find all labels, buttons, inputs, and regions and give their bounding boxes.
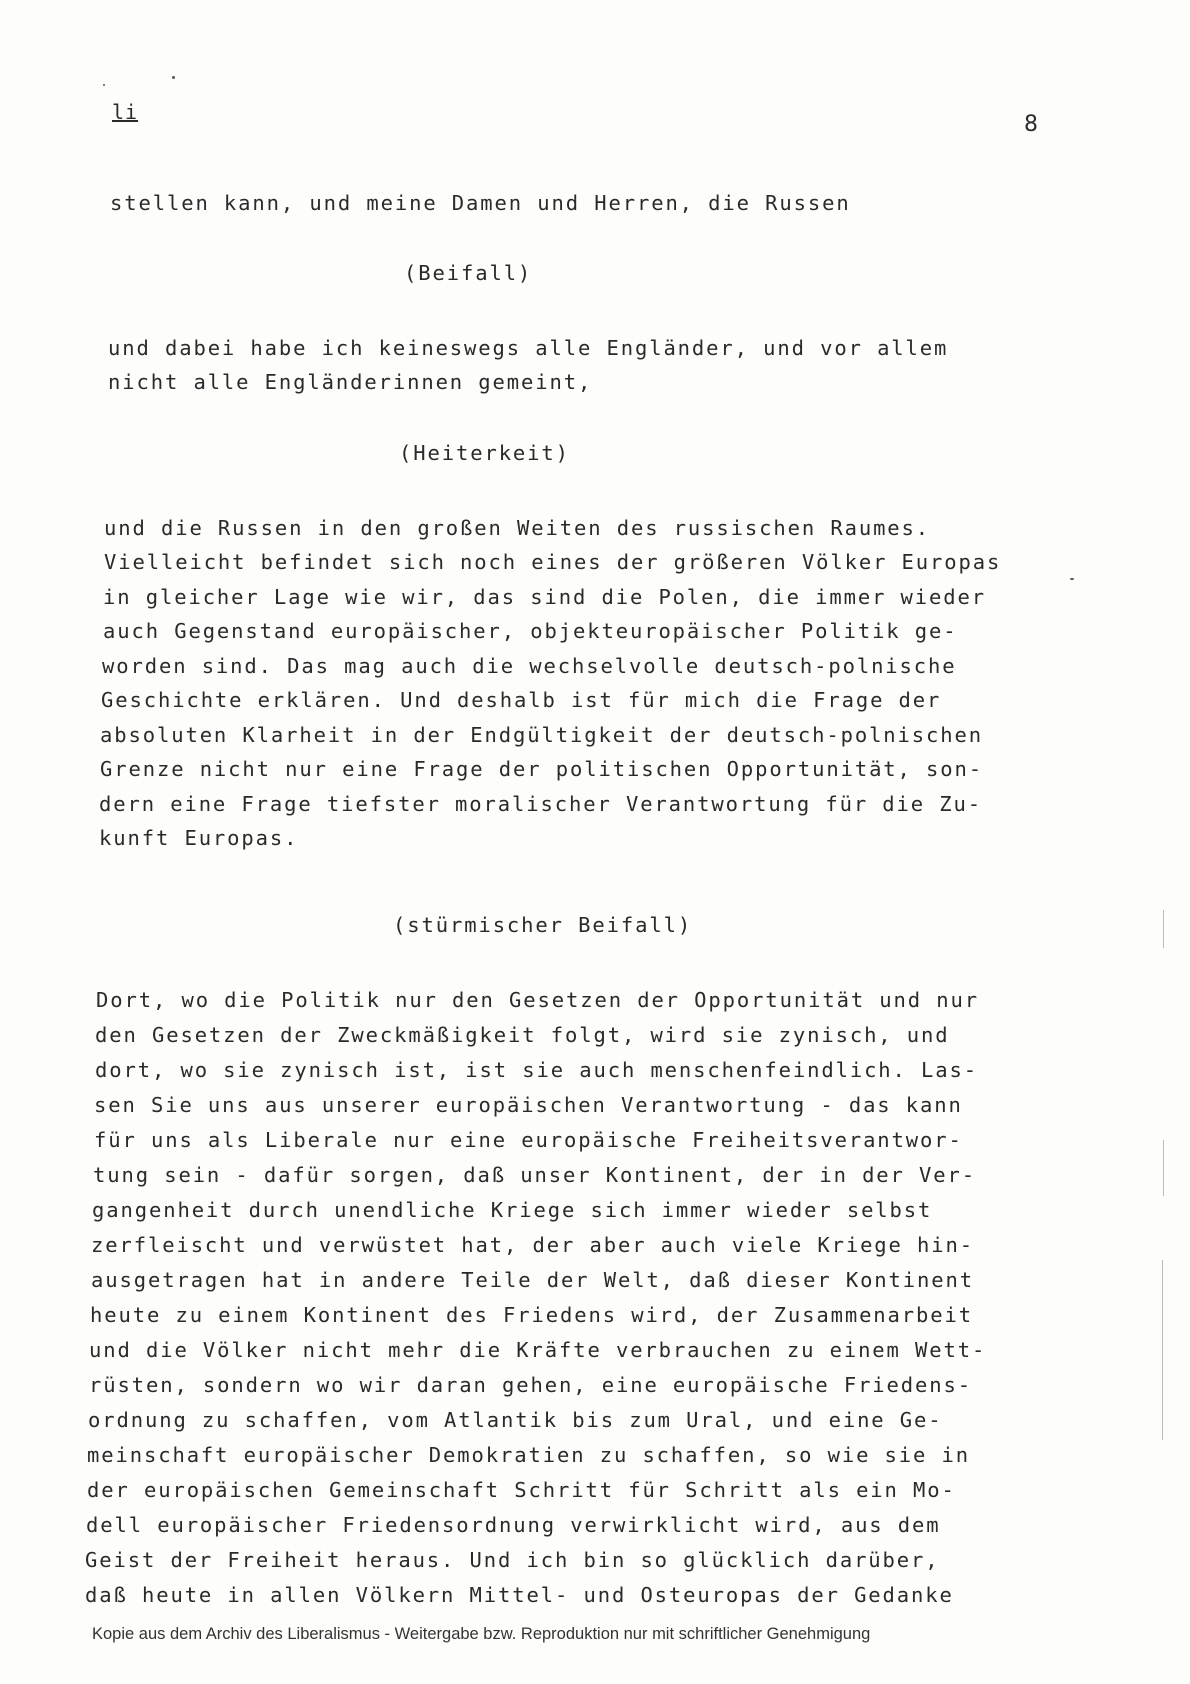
text-line: sen Sie uns aus unserer europäischen Verantwortung - das kann (94, 1093, 963, 1117)
scan-speck (172, 76, 175, 79)
text-line: dern eine Frage tiefster moralischer Verantwortung für die Zu- (99, 792, 983, 816)
text-line: für uns als Liberale nur eine europäische Freiheitsverantwor- (94, 1128, 963, 1152)
text-line: dort, wo sie zynisch ist, ist sie auch menschenfeindlich. Las- (95, 1058, 979, 1082)
text-line: der europäischen Gemeinschaft Schritt für Schritt als ein Mo- (87, 1478, 956, 1502)
text-line: worden sind. Das mag auch die wechselvolle deutsch-polnische (102, 654, 957, 678)
scan-edge-line (1163, 910, 1164, 948)
text-line: und die Russen in den großen Weiten des russischen Raumes. (104, 516, 931, 540)
stage-direction: (Beifall) (404, 261, 533, 285)
text-line: ordnung zu schaffen, vom Atlantik bis zum Ural, und eine Ge- (88, 1408, 943, 1432)
text-line: rüsten, sondern wo wir daran gehen, eine europäische Friedens- (89, 1373, 973, 1397)
text-line: ausgetragen hat in andere Teile der Welt, daß dieser Kontinent (91, 1268, 975, 1292)
text-line: gangenheit durch unendliche Kriege sich immer wieder selbst (92, 1198, 933, 1222)
text-line: Vielleicht befindet sich noch eines der größeren Völker Europas (104, 550, 1002, 574)
text-line: Grenze nicht nur eine Frage der politischen Opportunität, son- (100, 757, 984, 781)
text-line: stellen kann, und meine Damen und Herren, die Russen (110, 191, 851, 215)
scan-edge-line (1162, 1260, 1163, 1440)
text-line: Dort, wo die Politik nur den Gesetzen der Opportunität und nur (96, 988, 980, 1012)
text-line: meinschaft europäischer Demokratien zu schaffen, so wie sie in (87, 1443, 971, 1467)
text-line: heute zu einem Kontinent des Friedens wird, der Zusammenarbeit (90, 1303, 974, 1327)
text-line: absoluten Klarheit in der Endgültigkeit der deutsch-polnischen (100, 723, 984, 747)
text-line: und die Völker nicht mehr die Kräfte verbrauchen zu einem Wett- (89, 1338, 987, 1362)
text-line: Geist der Freiheit heraus. Und ich bin so glücklich darüber, (85, 1548, 940, 1572)
text-line: und dabei habe ich keineswegs alle Engländer, und vor allem (108, 336, 949, 360)
text-line: in gleicher Lage wie wir, das sind die Polen, die immer wieder (103, 585, 987, 609)
page-number: 8 (1024, 112, 1039, 137)
text-line: kunft Europas. (99, 826, 299, 850)
archive-notice: Kopie aus dem Archiv des Liberalismus - Weitergabe bzw. Reproduktion nur mit schriftlicher Genehmigung (92, 1625, 871, 1643)
stage-direction: (Heiterkeit) (399, 441, 570, 465)
scan-speck (103, 84, 105, 86)
text-line: nicht alle Engländerinnen gemeint, (108, 370, 593, 394)
text-line: Geschichte erklären. Und deshalb ist für mich die Frage der (101, 688, 942, 712)
scan-speck (1070, 578, 1074, 580)
text-line: zerfleischt und verwüstet hat, der aber auch viele Kriege hin- (91, 1233, 975, 1257)
margin-mark: li (112, 100, 139, 124)
text-line: dell europäischer Friedensordnung verwirklicht wird, aus dem (86, 1513, 941, 1537)
text-line: den Gesetzen der Zweckmäßigkeit folgt, wird sie zynisch, und (95, 1023, 950, 1047)
text-line: auch Gegenstand europäischer, objekteuropäischer Politik ge- (103, 619, 958, 643)
stage-direction: (stürmischer Beifall) (393, 913, 693, 937)
text-line: tung sein - dafür sorgen, daß unser Kontinent, der in der Ver- (93, 1163, 977, 1187)
scan-edge-line (1163, 1140, 1164, 1196)
text-line: daß heute in allen Völkern Mittel- und Osteuropas der Gedanke (85, 1583, 954, 1607)
